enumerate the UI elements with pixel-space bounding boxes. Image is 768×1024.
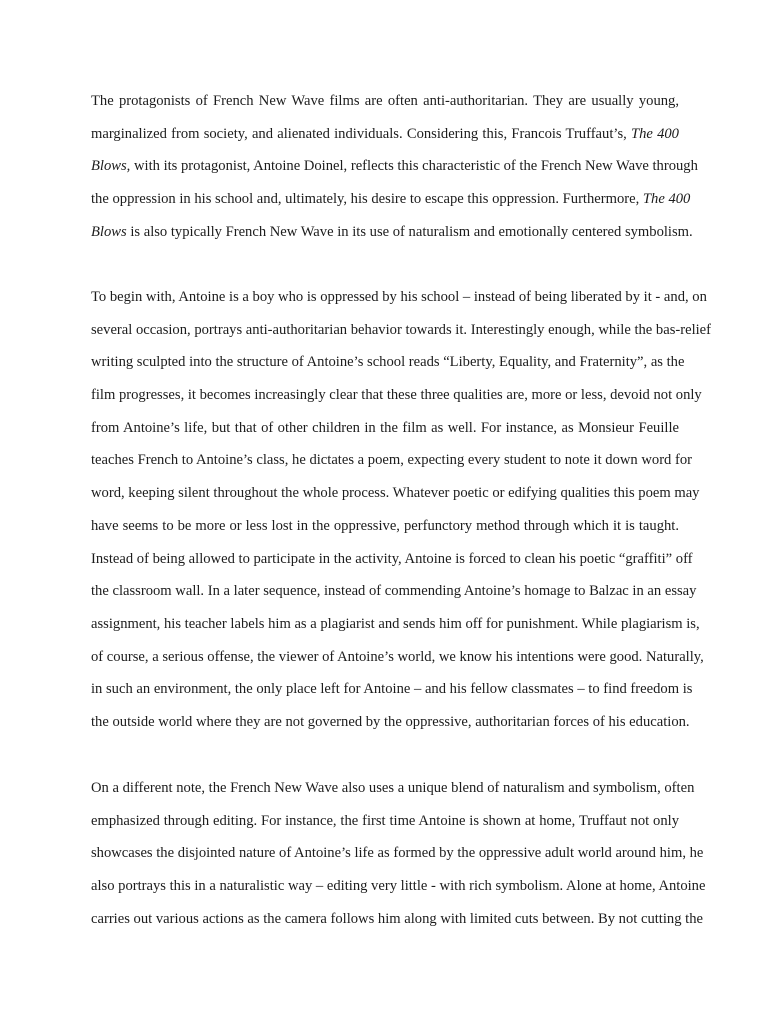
film-title-italic: The 400 — [642, 191, 691, 208]
text-line — [91, 608, 700, 641]
text-line — [91, 477, 700, 510]
text-line — [91, 118, 679, 151]
text-segment: the outside world where they are not governed by the oppressive, authoritarian forces of his education. — [91, 713, 690, 730]
text-line — [91, 379, 702, 412]
text-segment: carries out various actions as the camera follows him along with limited cuts between. By not cutting the — [91, 910, 703, 927]
text-line — [91, 706, 690, 739]
text-segment: have seems to be more or less lost in the oppressive, perfunctory method through which it is taught. — [91, 517, 679, 534]
text-segment: from Antoine’s life, but that of other children in the film as well. For instance, as Monsieur Feuille — [91, 419, 679, 436]
paragraph-school-oppression — [91, 281, 712, 739]
text-line — [91, 510, 679, 543]
text-segment: On a different note, the French New Wave also uses a unique blend of naturalism and symbolism, often — [91, 780, 695, 796]
paragraph-intro — [91, 85, 698, 248]
text-line — [91, 183, 691, 216]
text-segment: several occasion, portrays anti-authoritarian behavior towards it. Interestingly enough, while the bas-relief — [91, 321, 712, 338]
text-segment: with its protagonist, Antoine Doinel, reflects this characteristic of the French New Wave through — [130, 158, 698, 175]
text-line — [91, 772, 695, 805]
text-line — [91, 837, 704, 870]
text-segment: the oppression in his school and, ultimately, his desire to escape this oppression. Furthermore, — [91, 191, 643, 208]
text-segment: marginalized from society, and alienated individuals. Considering this, Francois Truffaut’s, — [91, 125, 631, 142]
text-segment: film progresses, it becomes increasingly clear that these three qualities are, more or less, devoid not only — [91, 387, 702, 404]
text-line — [91, 543, 693, 576]
text-segment: Instead of being allowed to participate in the activity, Antoine is forced to clean his poetic “graffiti” off — [91, 550, 693, 567]
text-line — [91, 641, 704, 674]
text-line — [91, 673, 693, 706]
text-segment: showcases the disjointed nature of Antoine’s life as formed by the oppressive adult world around him, he — [91, 845, 704, 862]
text-line — [91, 903, 703, 936]
text-segment: writing sculpted into the structure of Antoine’s school reads “Liberty, Equality, and Fraternity”, as the — [91, 354, 685, 371]
text-line — [91, 412, 679, 445]
text-line — [91, 314, 712, 347]
text-line — [91, 281, 707, 314]
text-line — [91, 216, 693, 249]
film-title-italic: Blows — [91, 223, 127, 240]
text-segment: is also typically French New Wave in its use of naturalism and emotionally centered symbolism. — [126, 223, 693, 240]
text-segment: emphasized through editing. For instance, the first time Antoine is shown at home, Truffaut not only — [91, 812, 679, 829]
text-segment: in such an environment, the only place left for Antoine – and his fellow classmates – to find freedom is — [91, 681, 693, 698]
film-title-italic: The 400 — [630, 125, 679, 142]
text-segment: also portrays this in a naturalistic way – editing very little - with rich symbolism. Alone at home, Antoine — [91, 878, 706, 895]
text-segment: To begin with, Antoine is a boy who is oppressed by his school – instead of being liberated by it - and, on — [91, 289, 707, 305]
text-segment: the classroom wall. In a later sequence, instead of commending Antoine’s homage to Balzac in an essay — [91, 583, 697, 600]
text-line — [91, 85, 679, 118]
text-segment: of course, a serious offense, the viewer of Antoine’s world, we know his intentions were good. Naturally, — [91, 648, 704, 665]
text-line — [91, 444, 693, 477]
text-line — [91, 575, 697, 608]
text-line — [91, 346, 685, 379]
text-line — [91, 805, 679, 838]
film-title-italic: Blows, — [91, 158, 131, 175]
text-segment: assignment, his teacher labels him as a plagiarist and sends him off for punishment. While plagiarism is, — [91, 615, 700, 632]
text-segment: teaches French to Antoine’s class, he dictates a poem, expecting every student to note it down word for — [91, 452, 693, 469]
text-segment: The protagonists of French New Wave films are often anti-authoritarian. They are usually young, — [91, 93, 679, 109]
paragraph-naturalism-symbolism — [91, 772, 706, 935]
text-line — [91, 150, 698, 183]
text-line — [91, 870, 706, 903]
text-segment: word, keeping silent throughout the whole process. Whatever poetic or edifying qualities this poem may — [91, 485, 700, 502]
